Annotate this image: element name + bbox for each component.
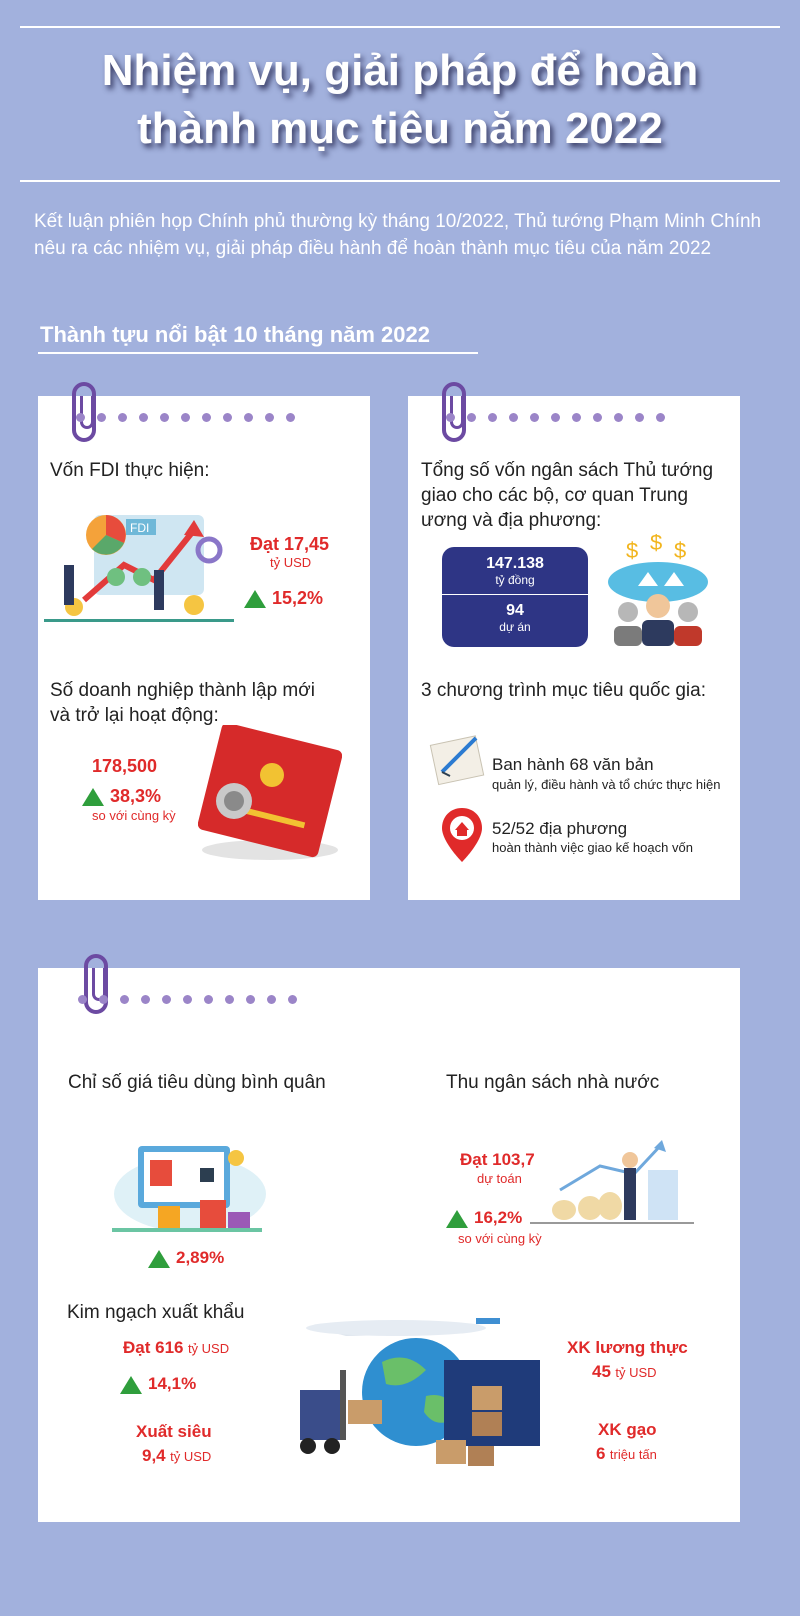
fdi-value: Đạt 17,45 [250,534,330,554]
program-item2-title: 52/52 địa phương [492,819,628,838]
cpi-growth-value: 2,89% [176,1248,225,1267]
up-arrow-icon [120,1376,142,1394]
title-rule [20,180,780,182]
fdi-unit: tỷ USD [270,555,312,570]
fdi-badge-text: FDI [130,521,150,535]
section-title: Thành tựu nổi bật 10 tháng năm 2022 [40,322,430,347]
budget-box-divider [442,594,588,595]
revenue-unit: dự toán [477,1171,522,1186]
enterprise-label-line-2: và trở lại hoạt động: [50,705,219,726]
fdi-illustration-icon [44,505,244,627]
rice-export-label: XK gạo [598,1420,657,1439]
paperclip-icon [72,382,96,442]
surplus-label: Xuất siêu [136,1422,212,1441]
export-label: Kim ngạch xuất khẩu [67,1302,245,1323]
budget-label-line-2: giao cho các bộ, cơ quan Trung [421,485,689,506]
food-export-label: XK lương thực [567,1338,688,1357]
program-item1-title: Ban hành 68 văn bản [492,755,654,774]
export-value [123,1338,229,1358]
paperclip-icon [84,954,108,1014]
fdi-label: Vốn FDI thực hiện: [50,460,210,481]
enterprise-value: 178,500 [92,756,158,776]
page-title [20,42,780,158]
paperclip-icon [442,382,466,442]
export-logistics-icon [286,1300,556,1472]
export-growth [120,1374,196,1394]
surplus-number: 9,4 [142,1446,166,1465]
up-arrow-icon [148,1250,170,1268]
business-certificate-icon [198,725,342,863]
cpi-label: Chỉ số giá tiêu dùng bình quân [68,1072,326,1093]
revenue-note: so với cùng kỳ [458,1231,542,1246]
fdi-growth [244,588,323,609]
surplus-value [142,1446,211,1466]
budget-projects: 94 [506,602,524,619]
rice-export-unit: triệu tấn [609,1447,657,1462]
up-arrow-icon [82,788,104,806]
rice-export-number: 6 [596,1444,606,1463]
cpi-growth [148,1248,224,1268]
budget-amount: 147.138 [486,555,544,572]
document-quill-icon [428,732,490,788]
budget-label-line-3: ương và địa phương: [421,510,602,531]
svg-text:$: $ [650,534,663,555]
dots-divider [446,413,665,422]
program-item1-sub: quản lý, điều hành và tổ chức thực hiện [492,777,721,792]
title-line-1: Nhiệm vụ, giải pháp để hoàn [101,46,699,95]
enterprise-label [50,678,315,728]
program-item2-sub: hoàn thành việc giao kế hoạch vốn [492,840,693,855]
enterprise-note: so với cùng kỳ [92,808,176,823]
title-line-2: thành mục tiêu năm 2022 [137,104,663,153]
revenue-growth-value: 16,2% [474,1208,523,1227]
export-value-unit: tỷ USD [187,1341,230,1356]
rice-export-value [596,1444,657,1464]
online-shopping-icon [108,1134,270,1236]
top-rule [20,26,780,28]
fdi-growth-value: 15,2% [272,588,324,608]
programs-label: 3 chương trình mục tiêu quốc gia: [421,680,706,701]
enterprise-growth [82,786,161,807]
budget-label-line-1: Tổng số vốn ngân sách Thủ tướng [421,460,714,481]
food-export-unit: tỷ USD [615,1365,657,1380]
dots-divider [76,413,295,422]
enterprise-growth-value: 38,3% [110,786,162,806]
money-people-icon [602,534,714,648]
export-value-number: Đạt 616 [123,1338,184,1357]
revenue-label: Thu ngân sách nhà nước [446,1072,660,1093]
budget-label [421,458,713,533]
revenue-value: Đạt 103,7 [460,1150,535,1169]
svg-text:$: $ [626,538,639,563]
section-underline [38,352,478,354]
location-pin-icon [440,806,484,864]
dots-divider [78,995,297,1004]
surplus-unit: tỷ USD [170,1449,212,1464]
up-arrow-icon [244,590,266,608]
budget-amount-unit: tỷ đồng [495,573,535,587]
budget-box [442,547,588,647]
intro-text: Kết luận phiên họp Chính phủ thường kỳ tháng 10/2022, Thủ tướng Phạm Minh Chính nêu ra các nhiệm vụ, giải pháp điều hành để hoàn thành mục tiêu của năm 2022 [34,211,762,259]
export-growth-value: 14,1% [148,1374,197,1393]
revenue-growth-icon [530,1140,696,1226]
food-export-value [592,1362,657,1382]
up-arrow-icon [446,1210,468,1228]
enterprise-label-line-1: Số doanh nghiệp thành lập mới [50,680,315,701]
svg-text:$: $ [674,538,687,563]
budget-projects-unit: dự án [499,620,531,634]
food-export-number: 45 [592,1362,611,1381]
revenue-growth [446,1208,522,1228]
